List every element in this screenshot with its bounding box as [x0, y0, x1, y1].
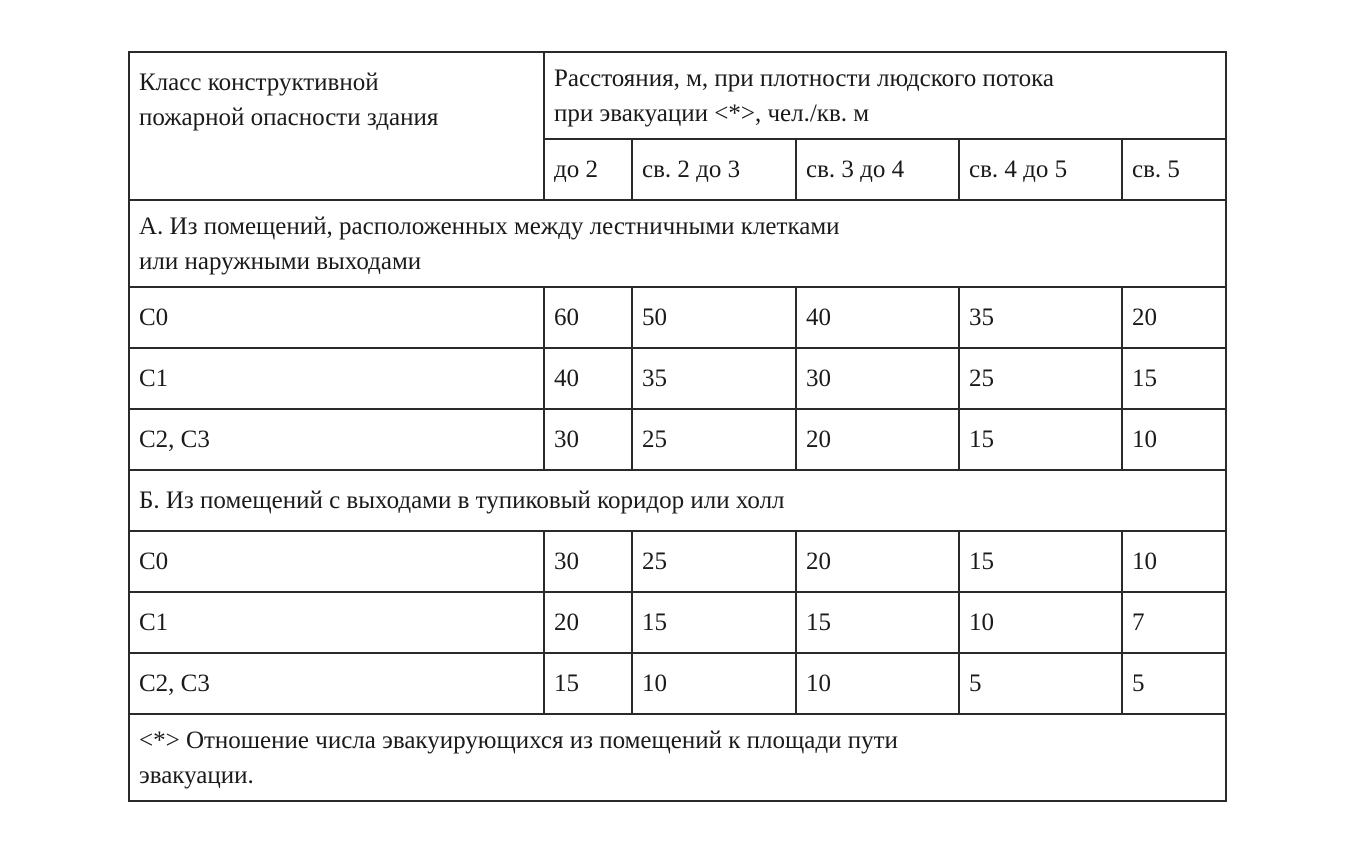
- table-row: [129, 409, 1226, 470]
- evacuation-distance-table: [128, 51, 1227, 802]
- value-cell: 10: [796, 653, 959, 714]
- class-cell: С2, С3: [129, 653, 544, 714]
- class-header-line1: Класс конструктивной: [139, 69, 379, 96]
- distance-header-line2: при эвакуации <*>, чел./кв. м: [554, 99, 870, 127]
- value-cell: 10: [959, 592, 1122, 653]
- footnote-line2: эвакуации.: [139, 761, 254, 789]
- value-cell: 10: [1122, 409, 1226, 470]
- value-cell: 5: [959, 653, 1122, 714]
- class-cell: С0: [129, 531, 544, 592]
- section-a-title-line2: или наружными выходами: [139, 247, 422, 275]
- header-row-1: [129, 52, 1226, 139]
- class-cell: С2, С3: [129, 409, 544, 470]
- value-cell: 30: [796, 348, 959, 409]
- value-cell: 15: [959, 409, 1122, 470]
- value-cell: 15: [796, 592, 959, 653]
- footnote: [129, 714, 1226, 801]
- value-cell: 20: [796, 409, 959, 470]
- value-cell: 20: [1122, 287, 1226, 348]
- density-col-3: св. 3 до 4: [796, 139, 959, 200]
- value-cell: 15: [1122, 348, 1226, 409]
- value-cell: 20: [796, 531, 959, 592]
- section-a-title-row: [129, 200, 1226, 287]
- section-b-title: Б. Из помещений с выходами в тупиковый коридор или холл: [129, 470, 1226, 531]
- value-cell: 25: [959, 348, 1122, 409]
- table-row: [129, 592, 1226, 653]
- value-cell: 7: [1122, 592, 1226, 653]
- class-cell: С1: [129, 348, 544, 409]
- class-header-cell: [129, 52, 544, 200]
- value-cell: 15: [544, 653, 632, 714]
- value-cell: 10: [1122, 531, 1226, 592]
- density-col-1: до 2: [544, 139, 632, 200]
- density-col-4: св. 4 до 5: [959, 139, 1122, 200]
- value-cell: 60: [544, 287, 632, 348]
- distance-header-cell: [544, 52, 1226, 139]
- value-cell: 25: [632, 531, 796, 592]
- density-col-5: св. 5: [1122, 139, 1226, 200]
- value-cell: 50: [632, 287, 796, 348]
- class-cell: С1: [129, 592, 544, 653]
- table-row: [129, 531, 1226, 592]
- table-row: [129, 287, 1226, 348]
- section-a-title: [129, 200, 1226, 287]
- value-cell: 35: [632, 348, 796, 409]
- table-row: [129, 653, 1226, 714]
- value-cell: 10: [632, 653, 796, 714]
- footnote-line1: <*> Отношение числа эвакуирующихся из помещений к площади пути: [139, 726, 898, 754]
- value-cell: 15: [632, 592, 796, 653]
- distance-header-line1: Расстояния, м, при плотности людского потока: [554, 64, 1054, 92]
- value-cell: 25: [632, 409, 796, 470]
- value-cell: 20: [544, 592, 632, 653]
- section-b-title-row: [129, 470, 1226, 531]
- value-cell: 30: [544, 409, 632, 470]
- density-col-2: св. 2 до 3: [632, 139, 796, 200]
- value-cell: 35: [959, 287, 1122, 348]
- value-cell: 30: [544, 531, 632, 592]
- value-cell: 15: [959, 531, 1122, 592]
- class-header-line2: пожарной опасности здания: [139, 104, 439, 131]
- footnote-row: [129, 714, 1226, 801]
- class-cell: С0: [129, 287, 544, 348]
- value-cell: 40: [544, 348, 632, 409]
- value-cell: 5: [1122, 653, 1226, 714]
- section-a-title-line1: А. Из помещений, расположенных между лестничными клетками: [139, 212, 840, 240]
- value-cell: 40: [796, 287, 959, 348]
- table-row: [129, 348, 1226, 409]
